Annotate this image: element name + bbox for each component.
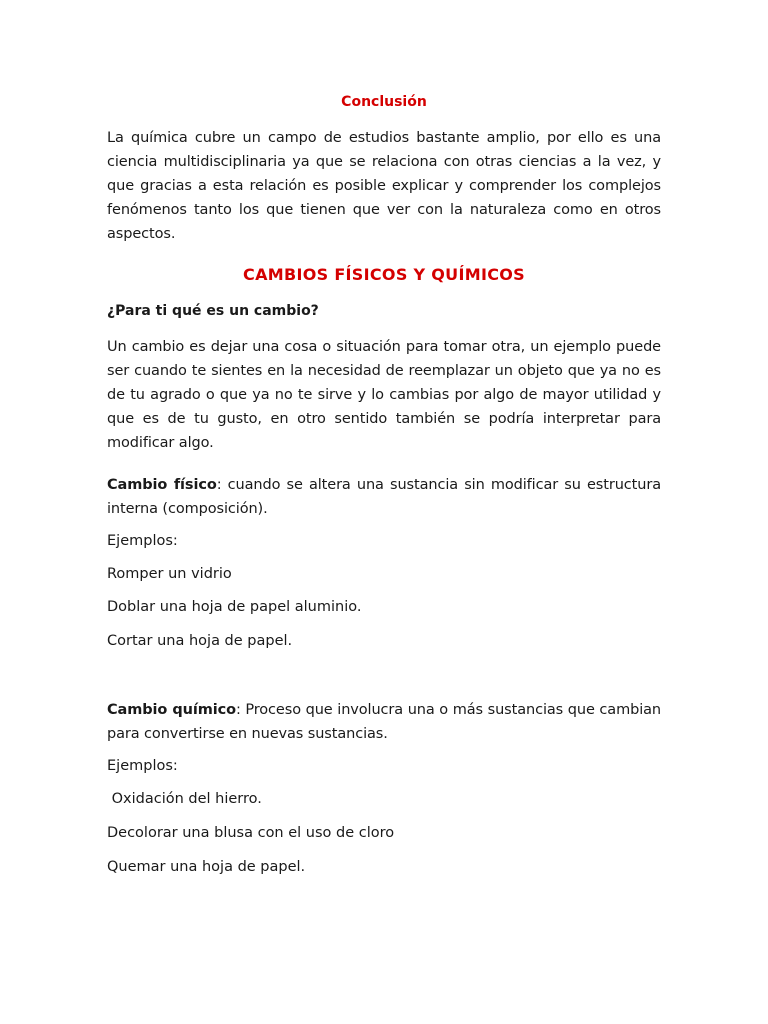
chemical-change-text: : Proceso que involucra una o más sustancias que cambian para convertirse en nuevas sustancias. [107,702,661,742]
chemical-change-definition [107,698,661,746]
chemical-change-term: Cambio químico [107,702,236,718]
physical-example-1: Romper un vidrio [107,566,232,582]
document-page [107,0,661,1024]
answer-paragraph: Un cambio es dejar una cosa o situación para tomar otra, un ejemplo puede ser cuando te sientes en la necesidad de reemplazar un objeto que ya no es de tu agrado o que ya no te sirve y lo cambias por algo de mayor utilidad y que es de tu gusto, en otro sentido también se podría interpretar para modificar algo. [107,339,661,451]
chemical-example-1: Oxidación del hierro. [107,791,262,807]
section-title: CAMBIOS FÍSICOS Y QUÍMICOS [243,265,525,284]
conclusion-title: Conclusión [341,94,427,110]
physical-change-term: Cambio físico [107,477,217,493]
physical-examples-label: Ejemplos: [107,533,178,549]
physical-change-definition [107,473,661,521]
chemical-example-3: Quemar una hoja de papel. [107,859,306,875]
chemical-examples-label: Ejemplos: [107,758,178,774]
physical-example-3: Cortar una hoja de papel. [107,633,293,649]
question-heading: ¿Para ti qué es un cambio? [107,303,319,319]
conclusion-paragraph: La química cubre un campo de estudios bastante amplio, por ello es una ciencia multidisciplinaria ya que se relaciona con otras ciencias a la vez, y que gracias a esta relación es posible explicar y comprender los complejos fenómenos tanto los que tienen que ver con la naturaleza como en otros aspectos. [107,130,661,242]
physical-example-2: Doblar una hoja de papel aluminio. [107,599,362,615]
chemical-example-2: Decolorar una blusa con el uso de cloro [107,825,395,841]
physical-change-text: : cuando se altera una sustancia sin modificar su estructura interna (composición). [107,477,661,517]
